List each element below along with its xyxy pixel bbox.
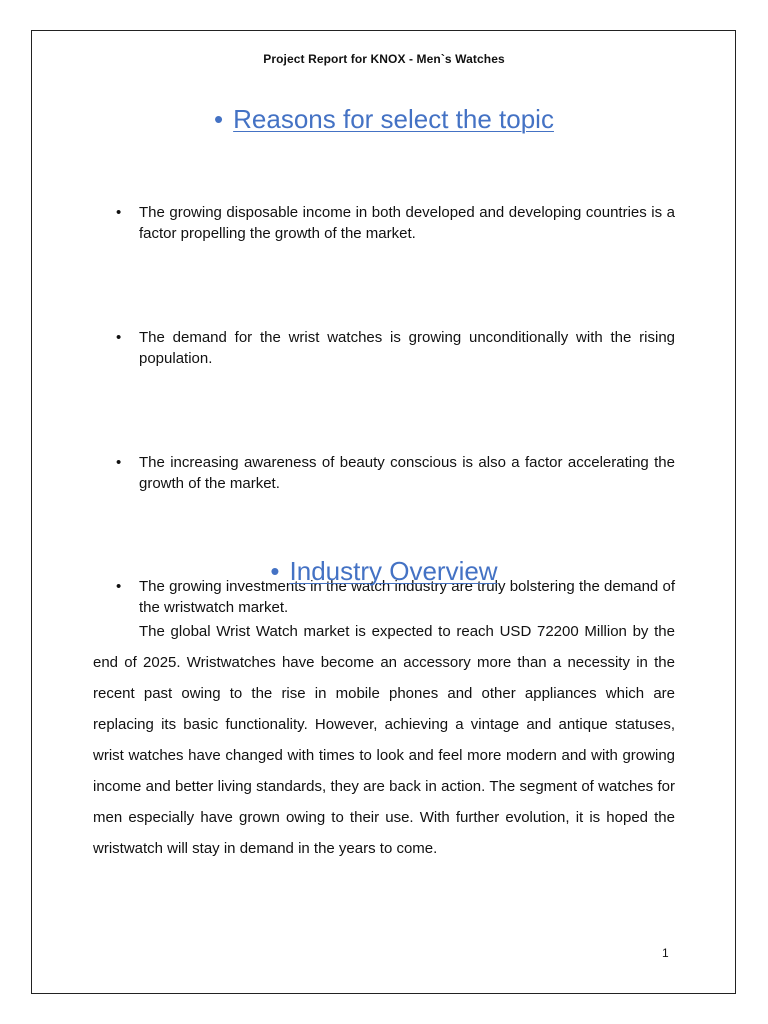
heading-text: Reasons for select the topic: [233, 104, 554, 134]
bullet-point: •: [116, 578, 122, 595]
list-item-text: The growing disposable income in both developed and developing countries is a factor propelling the growth of the market.: [139, 204, 675, 242]
list-item: [112, 327, 675, 369]
list-item-text: The demand for the wrist watches is growing unconditionally with the rising population.: [139, 329, 675, 367]
section-heading-industry-overview: [0, 556, 768, 587]
bullet-point: •: [116, 454, 122, 471]
list-item: [112, 452, 675, 494]
heading-bullet: •: [270, 556, 280, 586]
document-header: Project Report for KNOX - Men`s Watches: [263, 52, 505, 66]
heading-text: Industry Overview: [289, 556, 498, 586]
bullet-point: •: [116, 204, 122, 221]
page-number: 1: [662, 946, 669, 960]
list-item-text: The growing investments in the watch industry are truly bolstering the demand of the wristwatch market.: [139, 578, 675, 616]
list-item: [112, 202, 675, 244]
list-item-text: The increasing awareness of beauty conscious is also a factor accelerating the growth of the market.: [139, 454, 675, 492]
bullet-point: •: [116, 329, 122, 346]
section-heading-reasons: [0, 104, 768, 135]
industry-overview-paragraph: The global Wrist Watch market is expected to reach USD 72200 Million by the end of 2025. Wristwatches have become an accessory more than a necessity in the recent past owing to the rise in mobile phones and other appliances which are replacing its basic functionality. However, achieving a vintage and antique statuses, wrist watches have changed with times to look and feel more modern and with growing income and better living standards, they are back in action. The segment of watches for men especially have grown owing to their use. With further evolution, it is hoped the wristwatch will stay in demand in the years to come.: [93, 623, 675, 857]
heading-bullet: •: [214, 104, 224, 134]
